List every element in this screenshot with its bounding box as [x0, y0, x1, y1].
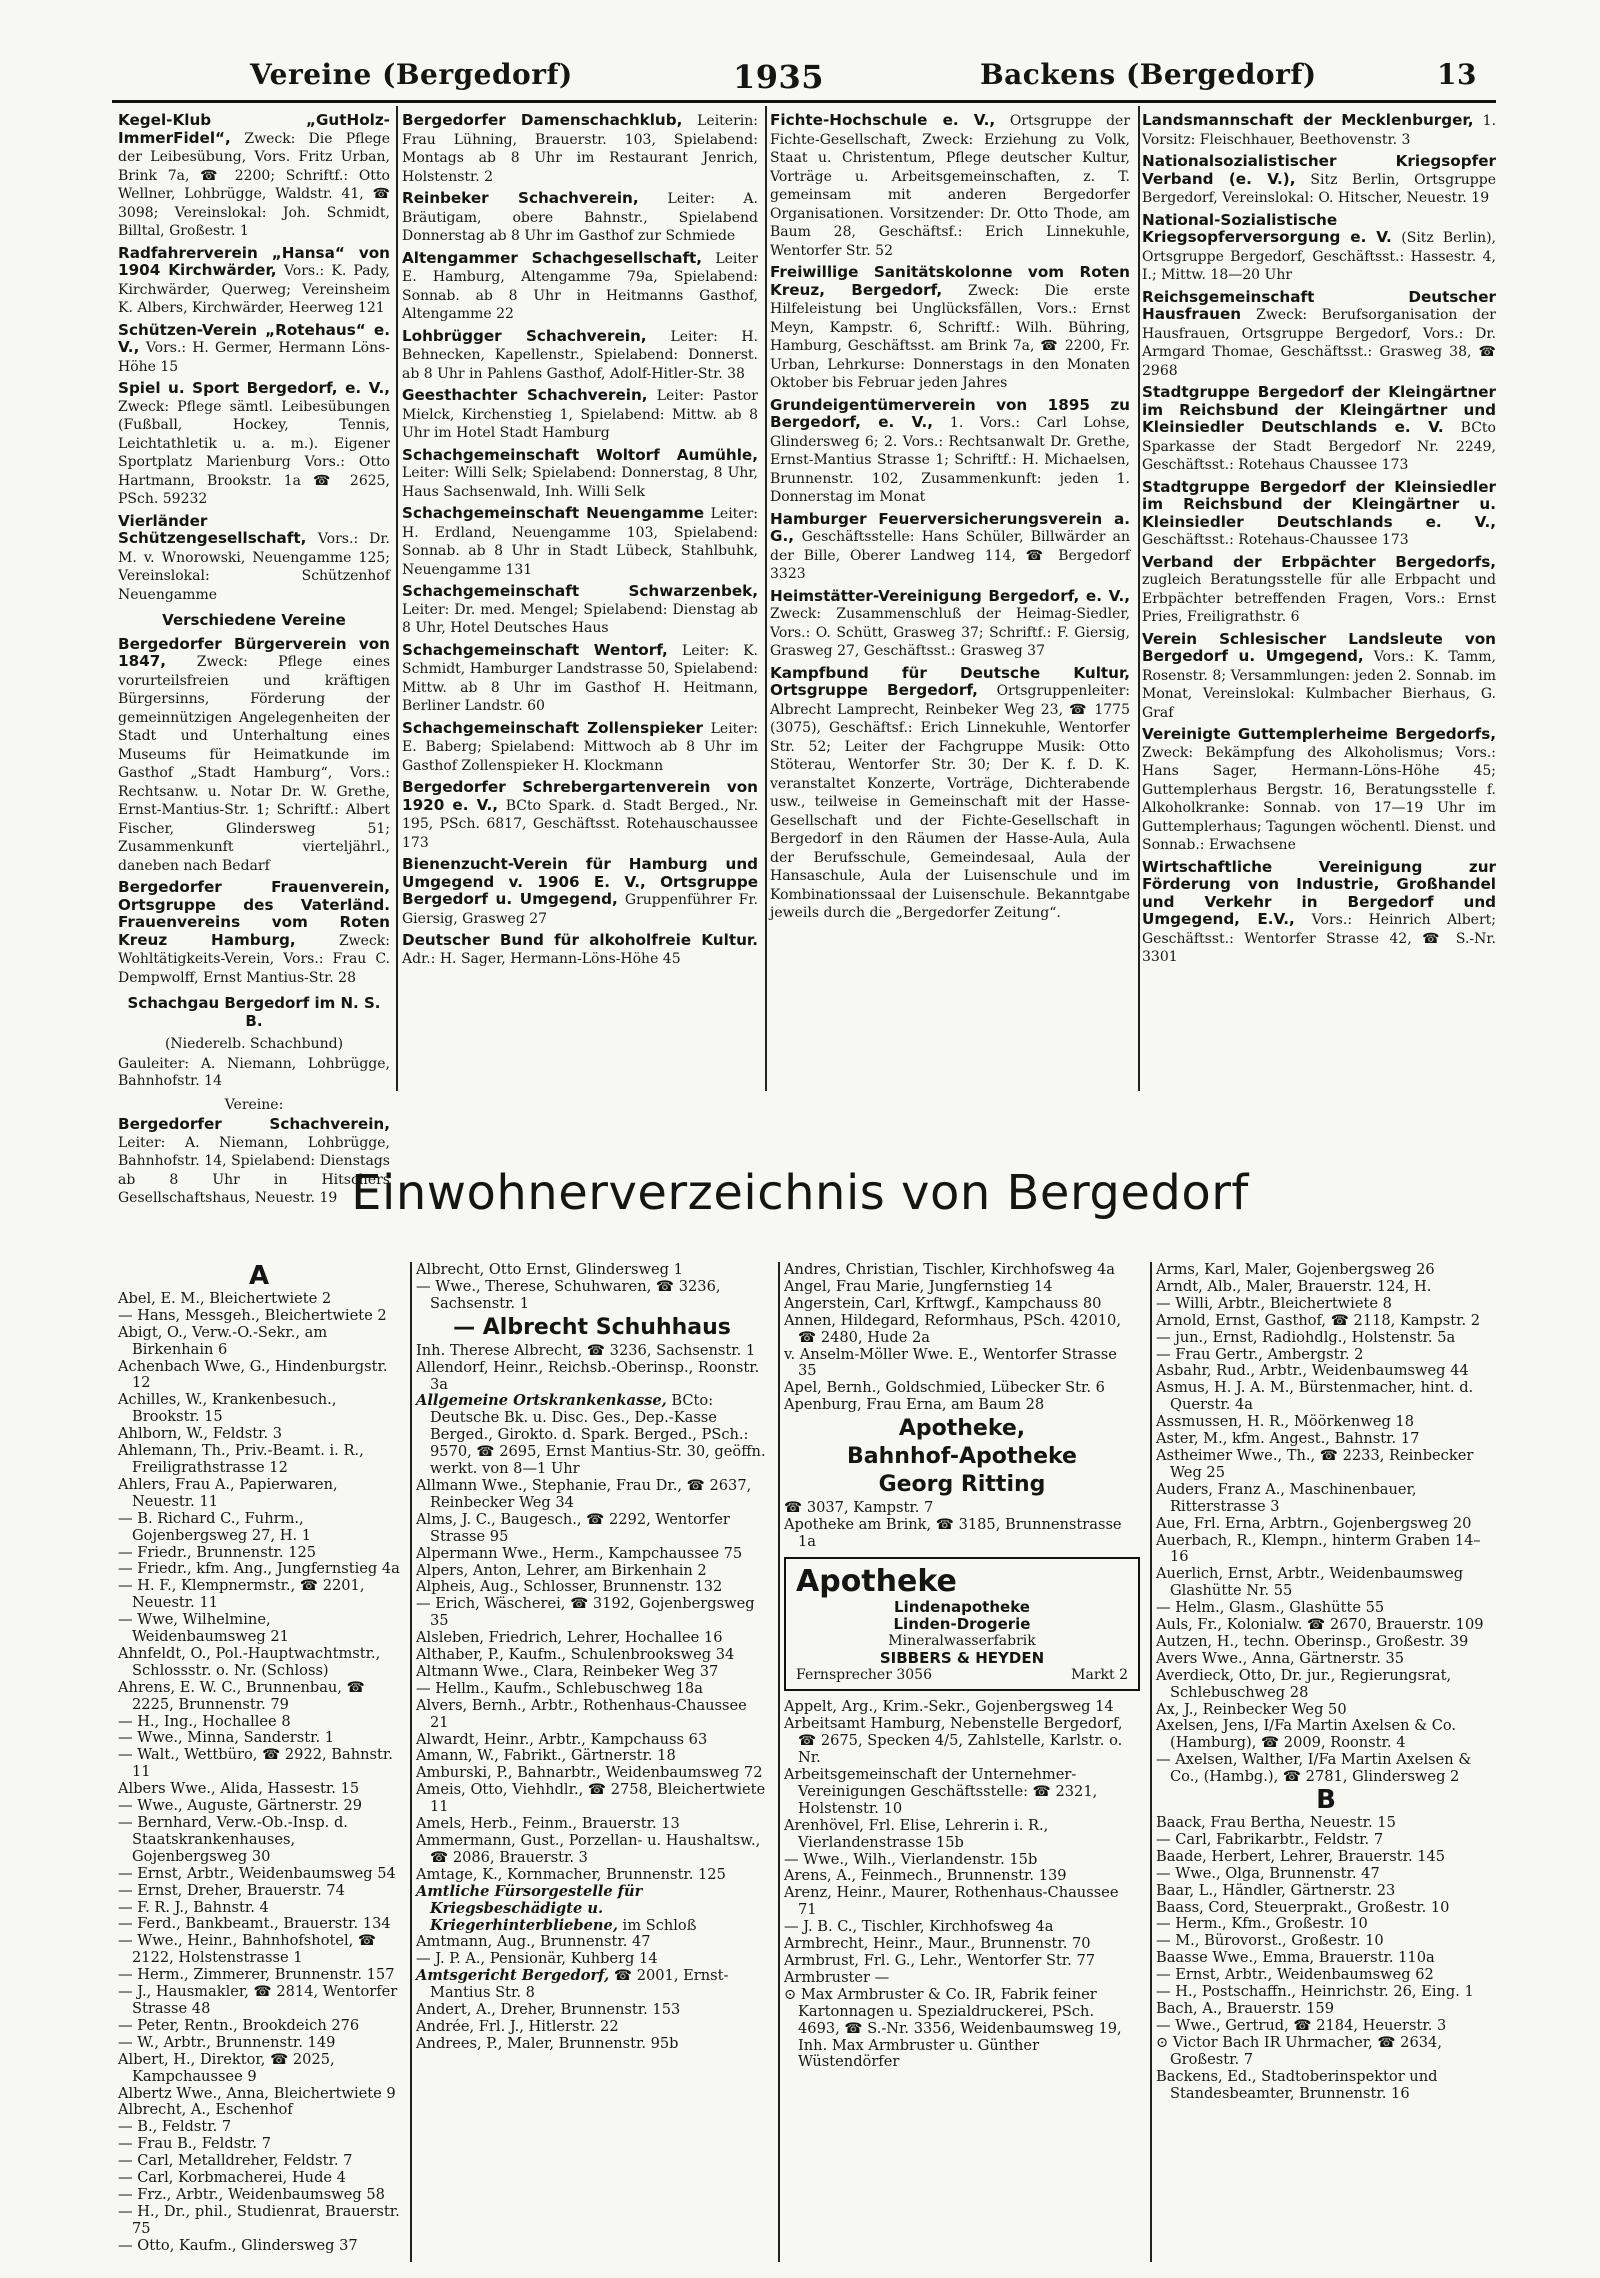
resident-entry: Arndt, Alb., Maler, Brauerstr. 124, H. [1156, 1277, 1432, 1295]
club-column-1 [118, 111, 391, 1206]
resident-entry: Ahlborn, W., Feldstr. 3 [118, 1425, 283, 1443]
resident-entry: Althaber, P., Kaufm., Schulenbrooksweg 34 [416, 1646, 735, 1664]
club-details: Zweck: Wohltätigkeits-Verein, Vors.: Frau C. Dempwolff, Ernst Mantius-Str. 28 [118, 932, 390, 986]
resident-entry: Allendorf, Heinr., Reichsb.-Oberinsp., Roonstr. 3a [416, 1358, 760, 1393]
resident-entry: Assmussen, H. R., Möörkenweg 18 [1156, 1413, 1415, 1431]
resident-entry: — Wwe., Minna, Sanderstr. 1 [118, 1729, 335, 1747]
section-heading: Verschiedene Vereine [162, 611, 346, 629]
resident-entry: Armbruster — [784, 1968, 890, 1986]
resident-entry: ⊙ Victor Bach IR Uhrmacher, ☎ 2634, Großestr. 7 [1156, 2033, 1442, 2068]
club-details: Zweck: Die erste Hilfeleistung bei Unglücksfällen, Vors.: Ernst Meyn, Kampstr. 6, Schriftf.: Wilh. Bühring, Hamburg, Geschäftsst. am Brink 7a, ☎ 2200, Fr. Urban, Lehrkurse: Donnerstags in den Monaten Oktober bis Februar jeden Jahres [770, 282, 1131, 391]
resident-entry: Alpers, Anton, Lehrer, am Birkenhain 2 [416, 1561, 707, 1579]
club-name: Schachgemeinschaft Woltorf Aumühle, [402, 445, 758, 464]
resident-entry: Backens, Ed., Stadtoberinspektor und Standesbeamter, Brunnenstr. 16 [1156, 2067, 1438, 2102]
club-entry [402, 932, 758, 968]
resident-entry: Ahlemann, Th., Priv.-Beamt. i. R., Freiligrathstrasse 12 [118, 1442, 364, 1476]
club-details: Leiter: Dr. med. Mengel; Spielabend: Dienstag ab 8 Uhr, Hotel Deutsches Haus [402, 601, 758, 636]
resident-entry: — Wwe., Heinr., Bahnhofshotel, ☎ 2122, Holstenstrasse 1 [118, 1932, 377, 1967]
club-entry [402, 328, 758, 384]
resident-entry: Altmann Wwe., Clara, Reinbeker Weg 37 [416, 1662, 719, 1680]
ad-footer [796, 1667, 1128, 1684]
header-rule [112, 100, 1496, 103]
resident-entry: — Ernst, Dreher, Brauerstr. 74 [118, 1881, 345, 1899]
ad-subtitle: Lindenapotheke [894, 1597, 1030, 1616]
club-entry [770, 665, 1130, 923]
resident-entry: ☎ 3037, Kampstr. 7 [784, 1499, 934, 1517]
section-heading: Schachgau Bergedorf im N. S. B. [127, 994, 381, 1030]
resident-entry: Arms, Karl, Maler, Gojenbergsweg 26 [1156, 1261, 1435, 1278]
club-name: Vierländer Schützengesellschaft, [118, 511, 307, 547]
resident-entry: — B., Feldstr. 7 [118, 2118, 232, 2136]
institution-details: im Schloß [622, 1916, 697, 1934]
resident-entry: Baass, Cord, Steuerprakt., Großestr. 10 [1156, 1898, 1450, 1916]
resident-entry: Abel, E. M., Bleichertwiete 2 [118, 1289, 332, 1307]
club-details: Vors.: K. Pady, Kirchwärder, Querweg; Vereinsheim K. Albers, Kirchwärder, Heerweg 121 [118, 263, 390, 316]
resident-entry: ⊙ Max Armbruster & Co. IR, Fabrik feiner Kartonnagen u. Spezialdruckerei, PSch. 4693, ☎ S.-Nr. 3356, Weidenbaumsweg 19, Inh. Max Armbruster u. Günther Wüstendörfer [784, 1985, 1122, 2071]
club-details: Adr.: H. Sager, Hermann-Löns-Höhe 45 [402, 950, 681, 967]
resident-entry: — J., Hausmakler, ☎ 2814, Wentorfer Strasse 48 [118, 1983, 398, 2017]
club-entry [1142, 726, 1496, 855]
club-details: Leiterin: Frau Lühning, Brauerstr. 103, Spielabend: Montags ab 8 Uhr im Restaurant Jenrich, Holstenstr. 2 [402, 113, 758, 185]
club-name: Radfahrerverein „Hansa“ von 1904 Kirchwärder, [118, 243, 390, 279]
resident-entry: — Peter, Rentn., Brookdeich 276 [118, 2016, 360, 2034]
directory-column-1 [118, 1262, 400, 2262]
resident-entry: Ameis, Otto, Viehhdlr., ☎ 2758, Bleichertwiete 11 [416, 1781, 766, 1816]
club-name: Kegel-Klub „GutHolz-ImmerFidel“, [118, 111, 390, 147]
resident-entry: Andert, A., Dreher, Brunnenstr. 153 [416, 2001, 681, 2019]
section-letter: B [1316, 1785, 1336, 1816]
club-details: Zweck: Pflege eines vorurteilsfreien und kräftigen Bürgersinns, Förderung der gemeinnützigen Angelegenheiten der Stadt und Unterhaltung eines Museums für Heimatkunde im Gasthof „Stadt Hamburg“, Vors.: Rechtsanw. u. Notar Dr. W. Grethe, Ernst-Mantius-Str. 1; Schriftf.: Albert Fischer, Glindersweg 51; Zusammenkunft vierteljährl., daneben nach Bedarf [118, 654, 391, 874]
club-entry [118, 380, 390, 509]
club-details: Sitz Berlin, Ortsgruppe Bergedorf, Vereinslokal: O. Hitscher, Neuestr. 19 [1142, 171, 1496, 206]
club-entry [402, 720, 758, 776]
club-entry [770, 112, 1130, 260]
resident-entry: Astheimer Wwe., Th., ☎ 2233, Reinbecker Weg 25 [1156, 1446, 1474, 1481]
club-entry [402, 856, 758, 928]
ad-company: SIBBERS & HEYDEN [879, 1648, 1045, 1667]
resident-entry: — Herm., Kfm., Großestr. 10 [1156, 1915, 1368, 1933]
resident-entry: Ammermann, Gust., Porzellan- u. Haushaltsw., ☎ 2086, Brauerstr. 3 [416, 1832, 761, 1866]
resident-entry: Apotheke am Brink, ☎ 3185, Brunnenstrasse 1a [784, 1516, 1122, 1550]
club-entry [402, 250, 758, 324]
club-details: Ortsgruppenleiter: Albrecht Lamprecht, Reinbeker Weg 23, ☎ 1775 (3075), Geschäftsf.: Erich Linnekuhle, Wentorfer Str. 52; Leiter der Fachgruppe Musik: Otto Stöterau, Wentorfer Str. 30; Der K. f. D. K. veranstaltet Konzerte, Vorträge, Dichterabende usw., teilweise in Gemeinschaft mit der Hasse-Gesellschaft und der Fichte-Gesellschaft in Bergedorf in den Räumen der Hasse-Aula, Aula der Berufsschule, Gemeindesaal, Aula der Hansaschule, Aula der Luisenschule und im Kombinationssaal der Luisenschule. Bekanntgabe jeweils durch die „Bergedorfer Zeitung“. [770, 683, 1130, 921]
ad-title: Apotheke [796, 1563, 957, 1599]
club-column-4 [1142, 112, 1496, 1097]
resident-entry: — jun., Ernst, Radiohdlg., Holstenstr. 5a [1156, 1328, 1456, 1346]
resident-entry: Armbrust, Frl. G., Lehr., Wentorfer Str. 77 [784, 1952, 1096, 1969]
club-entry [1142, 631, 1496, 723]
club-name: Reinbeker Schachverein, [402, 189, 639, 207]
club-entry [118, 513, 390, 605]
club-details: Leiter: H. Erdland, Neuengamme 103, Spielabend: Sonnab. ab 8 Uhr in Stadt Lübeck, Stahlbuhk, Neuengamme 131 [402, 506, 758, 578]
resident-entry: Amtage, K., Kornmacher, Brunnenstr. 125 [416, 1865, 726, 1883]
club-details: Vors.: Dr. M. v. Wnorowski, Neuengamme 125; Vereinslokal: Schützenhof Neuengamme [118, 531, 391, 603]
resident-entry: Arens, A., Feinmech., Brunnenstr. 139 [784, 1867, 1067, 1885]
resident-entry: — Bernhard, Verw.-Ob.-Insp. d. Staatskrankenhauses, Gojenbergsweg 30 [118, 1814, 348, 1865]
resident-entry: — W., Arbtr., Brunnenstr. 149 [118, 2033, 336, 2051]
institution-name: Amtliche Fürsorgestelle für Kriegsbeschädigte u. Kriegerhinterbliebene, [416, 1882, 643, 1934]
resident-entry: Alsleben, Friedrich, Lehrer, Hochallee 16 [416, 1629, 723, 1647]
club-details: Vors.: Heinrich Albert; Geschäftsst.: Wentorfer Strasse 42, ☎ S.-Nr. 3301 [1142, 912, 1496, 965]
resident-entry: — H., Postschaffn., Heinrichstr. 26, Eing. 1 [1156, 1983, 1474, 2001]
resident-entry: Autzen, H., techn. Oberinsp., Großestr. 39 [1156, 1632, 1469, 1650]
resident-entry: Ahlers, Frau A., Papierwaren, Neuestr. 11 [118, 1475, 338, 1510]
resident-entry: — Hans, Messgeh., Bleichertwiete 2 [118, 1306, 387, 1324]
resident-entry: Auerlich, Ernst, Arbtr., Weidenbaumsweg Glashütte Nr. 55 [1156, 1565, 1464, 1600]
club-details: BCto Spark. d. Stadt Berged., Nr. 195, PSch. 6817, Geschäftsst. Rotehauschaussee 173 [402, 797, 759, 851]
resident-entry: Arenhövel, Frl. Elise, Lehrerin i. R., Vierlandenstrasse 15b [784, 1816, 1049, 1851]
club-entry [118, 879, 390, 987]
resident-entry [416, 1393, 768, 1478]
club-name: Lohbrügger Schachverein, [402, 326, 647, 345]
club-details: Leiter E. Hamburg, Altengamme 79a, Spielabend: Sonnab. ab 8 Uhr in Heitmanns Gasthof, Altengamme 22 [402, 250, 758, 322]
club-name: Schützen-Verein „Rotehaus“ e. V., [118, 320, 390, 356]
resident-entry: Albrecht, Otto Ernst, Glindersweg 1 [416, 1261, 683, 1278]
club-details: zugleich Beratungsstelle für alle Erbpacht und Erbpächter betreffenden Fragen, Vors.: Ernst Pries, Freiligrathstr. 6 [1142, 572, 1496, 625]
resident-entry: Andrees, P., Maler, Brunnenstr. 95b [416, 2034, 679, 2052]
resident-entry: Arenz, Heinr., Maurer, Rothenhaus-Chaussee 71 [784, 1884, 1119, 1919]
club-entry [1142, 212, 1496, 285]
institution-name: Amtsgericht Bergedorf, [416, 1967, 610, 1985]
resident-entry: Amburski, P., Bahnarbtr., Weidenbaumsweg 72 [416, 1764, 763, 1782]
pharmacy-advert: Bahnhof-Apotheke [847, 1444, 1077, 1470]
resident-entry: — F. R. J., Bahnstr. 4 [118, 1898, 269, 1916]
resident-entry: — Ernst, Arbtr., Weidenbaumsweg 62 [1156, 1966, 1434, 1984]
resident-directory [118, 1262, 1496, 2262]
institution-name: Allgemeine Ortskrankenkasse, [416, 1392, 667, 1410]
club-details: Leiter: H. Behnecken, Kapellenstr., Spielabend: Donnerst. ab 8 Uhr in Pahlens Gasthof, Adolf-Hitler-Str. 38 [402, 328, 759, 382]
club-name: Verein Schlesischer Landsleute von Bergedorf u. Umgegend, [1142, 629, 1496, 665]
resident-entry: Albers Wwe., Alida, Hassestr. 15 [118, 1780, 360, 1798]
club-name: Stadtgruppe Bergedorf der Kleinsiedler im Reichsbund der Kleingärtner u. Kleinsiedler Deutschlands e. V., [1142, 477, 1496, 531]
club-name: Freiwillige Sanitätskolonne vom Roten Kreuz, Bergedorf, [770, 263, 1130, 299]
directory-title: Einwohnerverzeichnis von Bergedorf [351, 1165, 1249, 1221]
club-details: Leiter: A. Bräutigam, obere Bahnstr., Spielabend Donnerstag ab 8 Uhr im Gasthof zur Schmiede [402, 191, 758, 244]
resident-entry: — Carl, Korbmacherei, Hude 4 [118, 2169, 346, 2187]
resident-entry: — H., Ing., Hochallee 8 [118, 1712, 291, 1730]
ad-subtitle: Linden-Drogerie [893, 1614, 1031, 1633]
club-details: Geschäftsst.: Rotehaus-Chaussee 173 [1142, 532, 1409, 548]
club-entry [1142, 112, 1496, 149]
club-details: Gruppenführer Fr. Giersig, Grasweg 27 [402, 892, 758, 927]
club-details: Leiter: Pastor Mielck, Kirchenstieg 1, Spielabend: Mittw. ab 8 Uhr im Hotel Stadt Hamburg [402, 388, 758, 441]
club-name: Bergedorfer Frauenverein, Ortsgruppe des Vaterländ. Frauenvereins vom Roten Kreuz Hamburg, [118, 878, 390, 949]
club-name: Bergedorfer Schachverein, [118, 1115, 390, 1133]
ad-address: Markt 2 [1071, 1666, 1128, 1683]
resident-entry: Auls, Fr., Kolonialw. ☎ 2670, Brauerstr. 109 [1156, 1616, 1484, 1634]
club-name: Landsmannschaft der Mecklenburger, [1142, 111, 1474, 129]
club-details: Leiter: E. Baberg; Spielabend: Mittwoch ab 8 Uhr im Gasthof Zollenspieker H. Klockmann [402, 720, 759, 774]
resident-entry: — Erich, Wäscherei, ☎ 3192, Gojenbergsweg 35 [416, 1595, 755, 1630]
club-details: Leiter: A. Niemann, Lohbrügge, Bahnhofstr. 14, Spielabend: Dienstags ab 8 Uhr in Hitschers Gesellschaftshaus, Neuestr. 19 [118, 1134, 390, 1206]
subheading: Vereine: [224, 1096, 284, 1113]
header-year: 1935 [733, 58, 825, 96]
resident-entry: — H. F., Klempnermstr., ☎ 2201, Neuestr. 11 [118, 1577, 365, 1612]
club-entry [402, 447, 758, 502]
club-name: Deutscher Bund für alkoholfreie Kultur. [402, 931, 758, 949]
pharmacy-ad-box [784, 1557, 1140, 1692]
club-entry [1142, 479, 1496, 550]
club-name: Bienenzucht-Verein für Hamburg und Umgegend v. 1906 E. V., Ortsgruppe Bergedorf u. Umgegend, [402, 855, 758, 908]
club-name: Vereinigte Guttemplerheime Bergedorfs, [1142, 725, 1496, 743]
club-entry [1142, 289, 1496, 381]
club-name: Verband der Erbpächter Bergedorfs, [1142, 552, 1496, 571]
club-name: Schachgemeinschaft Schwarzenbek, [402, 582, 758, 600]
club-details: Zweck: Berufsorganisation der Hausfrauen, Ortsgruppe Bergedorf, Vors.: Dr. Armgard Thomae, Geschäftsst.: Grasweg 38, ☎ 2968 [1142, 307, 1497, 379]
club-entry [1142, 554, 1496, 627]
club-entry [1142, 859, 1496, 967]
club-entry [402, 190, 758, 246]
resident-entry: Ax, J., Reinbecker Weg 50 [1156, 1700, 1347, 1718]
resident-entry: Asmus, H. J. A. M., Bürstenmacher, hint. d. Querstr. 4a [1156, 1379, 1474, 1414]
club-name: Bergedorfer Bürgerverein von 1847, [118, 634, 390, 670]
resident-entry: Arbeitsgemeinschaft der Unternehmer-Vereinigungen Geschäftsstelle: ☎ 2321, Holstenstr. 10 [784, 1766, 1098, 1817]
pharmacy-advert: Georg Ritting [878, 1472, 1046, 1498]
resident-entry: — Wwe., Therese, Schuhwaren, ☎ 3236, Sachsenstr. 1 [416, 1277, 721, 1312]
resident-entry: Bach, A., Brauerstr. 159 [1156, 1999, 1335, 2017]
resident-entry: — Frau B., Feldstr. 7 [118, 2135, 271, 2153]
resident-entry: Avers Wwe., Anna, Gärtnerstr. 35 [1156, 1649, 1405, 1667]
club-details: Zweck: Pflege sämtl. Leibesübungen (Fußball, Hockey, Tennis, Leichtathletik u. a. m.). Eigener Sportplatz Marienburg Vors.: Otto Hartmann, Brookstr. 1a ☎ 2625, PSch. 59232 [118, 398, 390, 507]
resident-entry: Baade, Herbert, Lehrer, Brauerstr. 145 [1156, 1847, 1446, 1865]
club-entry [1142, 153, 1496, 208]
header-right-title: Backens (Bergedorf) [980, 58, 1317, 91]
resident-entry: Armbrecht, Heinr., Maur., Brunnenstr. 70 [784, 1935, 1091, 1953]
club-details: 1. Vorsitz: Fleischhauer, Beethovenstr. 3 [1142, 113, 1497, 148]
resident-entry: Auders, Franz A., Maschinenbauer, Ritterstrasse 3 [1156, 1480, 1417, 1515]
resident-entry: — J. P. A., Pensionär, Kuhberg 14 [416, 1950, 658, 1968]
club-details: BCto Sparkasse der Stadt Bergedorf Nr. 2249, Geschäftsst.: Rotehaus Chaussee 173 [1142, 420, 1496, 473]
resident-entry: Albert, H., Direktor, ☎ 2025, Kampchaussee 9 [118, 2050, 335, 2085]
business-advert: — Albrecht Schuhhaus [453, 1314, 731, 1340]
club-details: 1. Vors.: Carl Lohse, Glindersweg 6; 2. Vors.: Rechtsanwalt Dr. Grethe, Ernst-Mantius Strasse 1; Schriftf.: H. Michaelsen, Brunnenstr. 102, Zusammenkunft: jeden 1. Donnerstag im Monat [770, 415, 1131, 505]
resident-entry: — Wwe, Wilhelmine, Weidenbaumsweg 21 [118, 1611, 289, 1646]
club-details: Vors.: K. Tamm, Rosenstr. 8; Versammlungen: jeden 2. Sonnab. im Monat, Vereinslokal: Kulmbacher Bierhaus, G. Graf [1142, 649, 1496, 721]
club-name: Bergedorfer Damenschachklub, [402, 111, 683, 129]
club-name: Stadtgruppe Bergedorf der Kleingärtner im Reichsbund der Kleingärtner und Kleinsiedler Deutschlands e. V. [1142, 383, 1496, 436]
resident-entry: Baack, Frau Bertha, Neuestr. 15 [1156, 1814, 1396, 1831]
resident-entry: Achilles, W., Krankenbesuch., Brookstr. 15 [118, 1391, 337, 1426]
club-column-3 [770, 112, 1130, 1097]
club-name: Geesthachter Schachverein, [402, 386, 648, 404]
club-name: Spiel u. Sport Bergedorf, e. V., [118, 379, 390, 397]
club-details: Zweck: Bekämpfung des Alkoholismus; Vors.: Hans Sager, Hermann-Löns-Höhe 45; Guttemplerhaus Bergstr. 16, Beratungsstelle f. Alkoholkranke: Sonnab. von 17—19 Uhr im Guttemplerhaus; Tagungen wöchentl. Dienst. und Sonnab.: Erwachsene [1142, 744, 1496, 853]
club-details: (Sitz Berlin), Ortsgruppe Bergedorf, Geschäftsst.: Hassestr. 4, I.; Mittw. 18—20 Uhr [1142, 230, 1496, 283]
club-name: Altengammer Schachgesellschaft, [402, 248, 703, 267]
resident-entry: — Friedr., kfm. Ang., Jungfernstieg 4a [118, 1560, 400, 1578]
club-details: Ortsgruppe der Fichte-Gesellschaft, Zweck: Erziehung zu Volk, Staat u. Christentum, Pflege deutscher Kultur, Vorträge u. Arbeitsgemeinschaften, z. T. gemeinsam mit anderen Bergedorfer Organisationen. Vorsitzender: Dr. Otto Thode, am Baum 28, Geschäftsf.: Erich Linnekuhle, Wentorfer Str. 52 [770, 113, 1131, 259]
resident-entry: Arnold, Ernst, Gasthof, ☎ 2118, Kampstr. 2 [1156, 1311, 1481, 1329]
resident-entry: Auerbach, R., Klempn., hinterm Graben 14–16 [1156, 1531, 1481, 1566]
club-details: Leiter: Willi Selk; Spielabend: Donnerstag, 8 Uhr, Haus Sachsenwald, Inh. Willi Selk [402, 465, 758, 500]
resident-entry: — Wwe., Olga, Brunnenstr. 47 [1156, 1864, 1380, 1882]
resident-entry: v. Anselm-Möller Wwe. E., Wentorfer Strasse 35 [784, 1345, 1117, 1380]
resident-entry: Andres, Christian, Tischler, Kirchhofsweg 4a [784, 1261, 1115, 1278]
resident-entry: Arbeitsamt Hamburg, Nebenstelle Bergedorf, ☎ 2675, Specken 4/5, Zahlstelle, Karlstr. o. Nr. [784, 1715, 1123, 1767]
club-entry [402, 642, 758, 716]
club-details: Zweck: Zusammenschluß der Heimag-Siedler, Vors.: O. Schütt, Grasweg 37; Schriftf.: F. Giersig, Grasweg 27, Geschäftsst.: Grasweg 37 [770, 606, 1130, 659]
resident-entry: — Axelsen, Walther, I/Fa Martin Axelsen & Co., (Hambg.), ☎ 2781, Glindersweg 2 [1156, 1751, 1472, 1786]
ad-text: Mineralwasserfabrik [888, 1632, 1036, 1649]
resident-entry: — Ferd., Bankbeamt., Brauerstr. 134 [118, 1915, 391, 1933]
resident-entry: — Carl, Fabrikarbtr., Feldstr. 7 [1156, 1830, 1384, 1848]
resident-entry: — Ernst, Arbtr., Weidenbaumsweg 54 [118, 1864, 396, 1882]
resident-entry: — M., Bürovorst., Großestr. 10 [1156, 1932, 1384, 1950]
resident-entry: — J. B. C., Tischler, Kirchhofsweg 4a [784, 1918, 1054, 1936]
directory-column-4 [1156, 1262, 1496, 2262]
directory-column-2 [416, 1262, 768, 2262]
resident-entry: Apel, Bernh., Goldschmied, Lübecker Str. 6 [784, 1379, 1105, 1397]
resident-entry: Alpermann Wwe., Herm., Kampchaussee 75 [416, 1544, 743, 1562]
resident-entry: Andrée, Frl. J., Hitlerstr. 22 [416, 2017, 619, 2035]
resident-entry: Annen, Hildegard, Reformhaus, PSch. 42010, ☎ 2480, Hude 2a [784, 1311, 1121, 1346]
club-name: Nationalsozialistischer Kriegsopfer Verband (e. V.), [1142, 152, 1496, 188]
pharmacy-advert: Apotheke, [898, 1416, 1026, 1442]
resident-entry: Averdieck, Otto, Dr. jur., Regierungsrat, Schlebuschweg 28 [1156, 1666, 1452, 1701]
resident-entry [416, 1884, 768, 1935]
resident-entry: — Hellm., Kaufm., Schlebuschweg 18a [416, 1679, 703, 1697]
resident-entry: Inh. Therese Albrecht, ☎ 3236, Sachsenstr. 1 [416, 1341, 756, 1359]
club-name: Reichsgemeinschaft Deutscher Hausfrauen [1142, 287, 1496, 323]
club-name: Hamburger Feuerversicherungsverein a. G., [770, 509, 1130, 545]
resident-entry: Albertz Wwe., Anna, Bleichertwiete 9 [118, 2084, 396, 2102]
directory-column-3 [784, 1262, 1140, 2262]
club-name: Kampfbund für Deutsche Kultur, Ortsgruppe Bergedorf, [770, 663, 1130, 699]
resident-entry: — Herm., Zimmerer, Brunnenstr. 157 [118, 1966, 395, 1984]
resident-entry: Aue, Frl. Erna, Arbtrn., Gojenbergsweg 20 [1156, 1514, 1472, 1532]
resident-entry: Alvers, Bernh., Arbtr., Rothenhaus-Chaussee 21 [416, 1696, 747, 1731]
resident-entry [416, 1968, 768, 2002]
club-name: Wirtschaftliche Vereinigung zur Förderung von Industrie, Großhandel und Verkehr in Bergedorf und Umgegend, E.V., [1142, 857, 1496, 928]
club-entry [770, 511, 1130, 584]
resident-entry: Alpheis, Aug., Schlosser, Brunnenstr. 132 [416, 1578, 723, 1596]
resident-entry: Albrecht, A., Eschenhof [118, 2101, 293, 2119]
club-name: Grundeigentümerverein von 1895 zu Bergedorf, e. V., [770, 395, 1130, 431]
club-name: Schachgemeinschaft Zollenspieker [402, 718, 704, 737]
club-name: Fichte-Hochschule e. V., [770, 111, 996, 129]
resident-entry: — Walt., Wettbüro, ☎ 2922, Bahnstr. 11 [118, 1746, 393, 1781]
club-entry [118, 245, 390, 318]
club-entry [118, 636, 390, 876]
club-details: Vors.: H. Germer, Hermann Löns-Höhe 15 [118, 340, 390, 375]
resident-entry: Alms, J. C., Baugesch., ☎ 2292, Wentorfer Strasse 95 [416, 1510, 730, 1545]
club-entry [402, 583, 758, 638]
resident-entry: Alwardt, Heinr., Arbtr., Kampchauss 63 [416, 1730, 708, 1748]
resident-entry: — Wwe., Auguste, Gärtnerstr. 29 [118, 1797, 363, 1815]
club-entry [402, 505, 758, 579]
club-column-2 [402, 112, 758, 1097]
header-left-title: Vereine (Bergedorf) [250, 58, 573, 91]
club-entry [118, 112, 390, 241]
club-name: Schachgemeinschaft Wentorf, [402, 640, 668, 659]
page-number: 13 [1437, 58, 1477, 91]
club-name: Heimstätter-Vereinigung Bergedorf, e. V., [770, 586, 1130, 605]
resident-entry: Axelsen, Jens, I/Fa Martin Axelsen & Co. (Hamburg), ☎ 2009, Roonstr. 4 [1156, 1717, 1457, 1752]
club-entry [402, 112, 758, 186]
club-entry [770, 264, 1130, 393]
resident-entry: — Willi, Arbtr., Bleichertwiete 8 [1156, 1294, 1392, 1312]
club-entry [118, 322, 390, 377]
ad-phone: Fernsprecher 3056 [796, 1666, 932, 1683]
resident-entry: Appelt, Arg., Krim.-Sekr., Gojenbergsweg 14 [784, 1698, 1114, 1716]
resident-entry: Aster, M., kfm. Angest., Bahnstr. 17 [1156, 1430, 1420, 1448]
section-letter: A [248, 1261, 270, 1291]
club-entry [770, 588, 1130, 661]
club-entry [402, 779, 758, 852]
resident-entry: Angerstein, Carl, Krftwgf., Kampchauss 80 [784, 1294, 1102, 1312]
resident-entry: Amann, W., Fabrikt., Gärtnerstr. 18 [416, 1747, 676, 1765]
resident-entry: — Friedr., Brunnenstr. 125 [118, 1543, 317, 1561]
section-subheading: (Niederelb. Schachbund) [164, 1036, 344, 1052]
resident-entry: — Wwe., Wilh., Vierlandenstr. 15b [784, 1850, 1038, 1868]
resident-entry: — B. Richard C., Fuhrm., Gojenbergsweg 27, H. 1 [118, 1509, 312, 1544]
club-name: National-Sozialistische Kriegsopferversorgung e. V. [1142, 210, 1392, 246]
resident-entry: Amels, Herb., Feinm., Brauerstr. 13 [416, 1815, 680, 1833]
resident-entry: — Frau Gertr., Ambergstr. 2 [1156, 1345, 1364, 1363]
resident-entry: Angel, Frau Marie, Jungfernstieg 14 [784, 1277, 1053, 1295]
club-details: Leiter: K. Schmidt, Hamburger Landstrasse 50, Spielabend: Mittw. ab 8 Uhr im Gasthof H. Heitmann, Berliner Landstr. 60 [402, 642, 758, 714]
resident-entry: Ahrens, E. W. C., Brunnenbau, ☎ 2225, Brunnenstr. 79 [118, 1678, 365, 1713]
section-note: Gauleiter: A. Niemann, Lohbrügge, Bahnhofstr. 14 [118, 1055, 390, 1089]
resident-entry: — Carl, Metalldreher, Feldstr. 7 [118, 2152, 353, 2170]
resident-entry: — H., Dr., phil., Studienrat, Brauerstr. 75 [118, 2202, 400, 2237]
club-entry [402, 387, 758, 443]
club-entry [770, 397, 1130, 507]
resident-entry: Baasse Wwe., Emma, Brauerstr. 110a [1156, 1949, 1435, 1967]
resident-entry: Achenbach Wwe, G., Hindenburgstr. 12 [118, 1357, 388, 1392]
resident-entry: Baar, L., Händler, Gärtnerstr. 23 [1156, 1881, 1396, 1899]
page-header [0, 58, 1600, 104]
resident-entry: Apenburg, Frau Erna, am Baum 28 [784, 1396, 1045, 1414]
resident-entry: — Helm., Glasm., Glashütte 55 [1156, 1599, 1385, 1617]
resident-entry: — Frz., Arbtr., Weidenbaumsweg 58 [118, 2185, 385, 2203]
club-entry [1142, 384, 1496, 475]
resident-entry: Amtmann, Aug., Brunnenstr. 47 [416, 1933, 651, 1951]
club-details: Zweck: Die Pflege der Leibesübung, Vors. Fritz Urban, Brink 7a, ☎ 2200; Schriftf.: Otto Wellner, Lohbrügge, Waldstr. 41, ☎ 3098; Vereinslokal: Joh. Schmidt, Billtal, Großestr. 1 [118, 130, 391, 239]
resident-entry: Asbahr, Rud., Arbtr., Weidenbaumsweg 44 [1156, 1362, 1469, 1380]
institution-details: BCto: Deutsche Bk. u. Disc. Ges., Dep.-Kasse Berged., Girokto. d. Spark. Berged., PSch.: 9570, ☎ 2695, Ernst Mantius-Str. 30, geöffn. werkt. von 8—1 Uhr [430, 1392, 766, 1478]
resident-entry: — Wwe., Gertrud, ☎ 2184, Heuerstr. 3 [1156, 2016, 1447, 2034]
resident-entry: Ahnfeldt, O., Pol.-Hauptwachtmstr., Schlossstr. o. Nr. (Schloss) [118, 1644, 381, 1679]
institution-details: ☎ 2001, Ernst-Mantius Str. 8 [430, 1967, 729, 2002]
resident-entry: Allmann Wwe., Stephanie, Frau Dr., ☎ 2637, Reinbecker Weg 34 [416, 1476, 752, 1511]
resident-entry: — Otto, Kaufm., Glindersweg 37 [118, 2236, 358, 2254]
club-details: Geschäftsstelle: Hans Schüler, Billwärder an der Bille, Oberer Landweg 114, ☎ Bergedorf 3323 [770, 529, 1130, 582]
resident-entry: Abigt, O., Verw.-O.-Sekr., am Birkenhain 6 [118, 1323, 328, 1358]
club-name: Bergedorfer Schrebergartenverein von 1920 e. V., [402, 778, 758, 814]
club-name: Schachgemeinschaft Neuengamme [402, 504, 705, 522]
